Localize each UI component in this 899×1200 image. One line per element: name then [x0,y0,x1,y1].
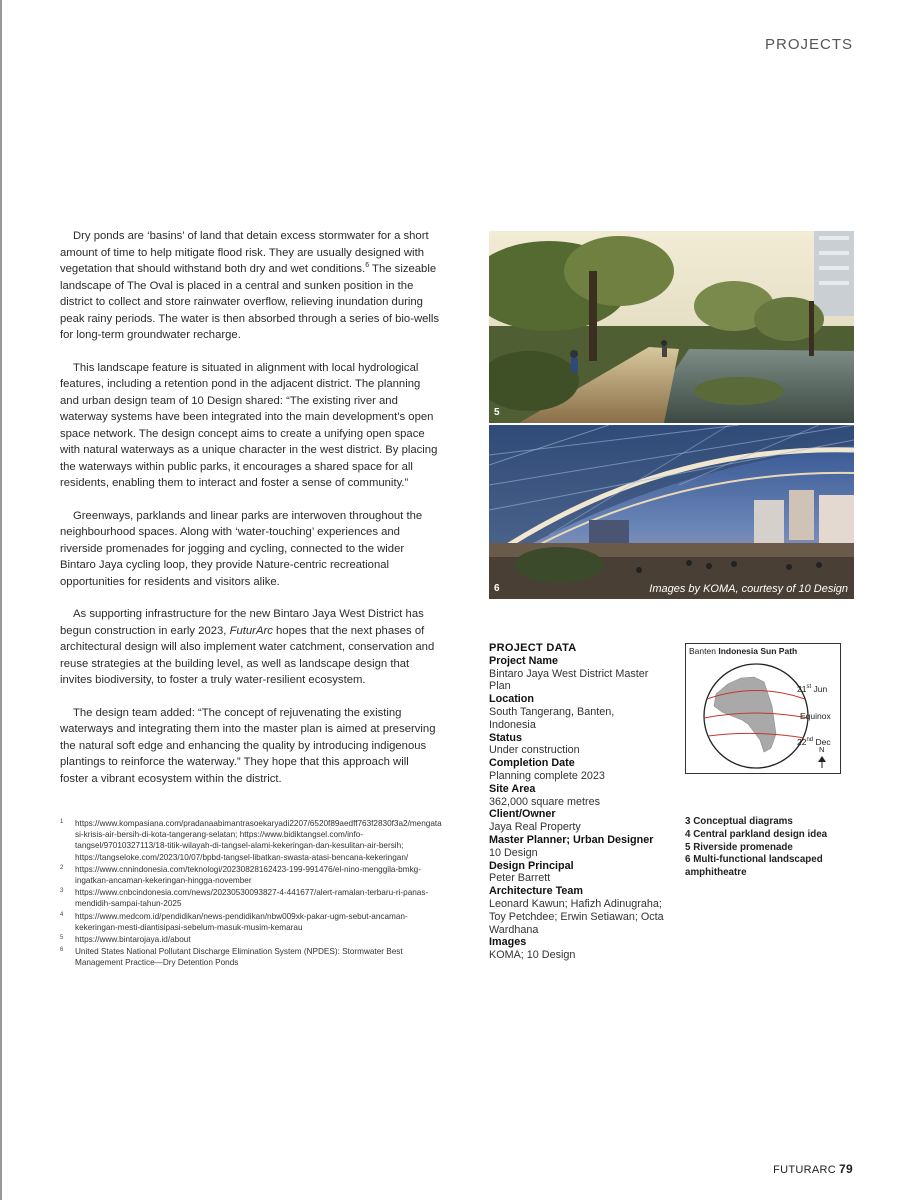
body-paragraph-5: The design team added: “The concept of rejuvenating the existing waterways and integrating them into the master plan is aimed at preserving the natural soft edge and enhancing the quality by introducing indigenous plantings to reinforce the waterway.” They hope that this approach will foster a vibrant ecosystem within the district. [60,706,436,785]
magazine-name: FUTURARC [773,1164,837,1176]
dec-day: 22 [797,737,807,747]
footnote-ref-6: 6 [365,262,370,270]
page-edge-line [0,0,2,1200]
caption-item [685,842,845,855]
caption-item [685,829,845,842]
footnote-number: 1 [60,819,64,825]
footnote-text: https://www.bintarojaya.id/about [75,935,191,945]
master-planner-label: Master Planner; Urban Designer [489,833,654,846]
paragraph-4-text: As supporting infrastructure for the new Bintaro Jaya West District has begun construction in early 2023, [60,608,424,637]
jun-day: 21 [797,684,807,694]
page-number: 79 [839,1162,853,1176]
body-paragraph-2: This landscape feature is situated in alignment with local hydrological features, including a retention pond in the adjacent district. The planning and urban design team of 10 Design shared: “The existing river and waterway systems have been integrated into the main development’s open space network. The design concept aims to create a unifying open space with natural waterways as a unique character in the west district. By placing the waterways within public parks, it encourages a shared space for all residents, enabling them to interact and foster a sense of community.” [60,361,438,489]
article-body [60,228,440,803]
status-label: Status [489,731,522,744]
footnote-number: 4 [60,911,64,918]
footnote-number: 5 [60,935,64,942]
caption-text: Conceptual diagrams [693,816,793,827]
images-value: KOMA; 10 Design [489,949,576,962]
sun-path-graphic [686,644,840,773]
jun-label [797,684,827,694]
location-value: South Tangerang, Banten, Indonesia [489,705,615,731]
paragraph-4-tail: hopes that the next phases of architectural design will also implement water catchment, conservation and reuse strategies at the building level, as well as landscape design that invites biodiversity, to foster a truly water-resilient ecosystem. [60,624,435,686]
riverside-promenade-illustration [489,231,854,423]
sun-path-country: Indonesia [718,646,759,656]
site-area-label: Site Area [489,782,536,795]
images-label: Images [489,936,527,949]
footnote-text: https://www.cnbcindonesia.com/news/20230530093827-4-441677/alert-ramalan-terbaru-ri-panas-mendidih-sampai-tahun-2025 [75,888,429,909]
caption-text: Multi-functional landscaped amphitheatre [685,854,823,879]
amphitheatre-illustration [489,425,854,599]
photo-number: 5 [494,407,500,418]
footnote-item [60,946,442,968]
footnote-number: 6 [60,947,64,954]
footnote-text: https://www.kompasiana.com/pradanaabimantrasoekaryadi2207/6520f89aedff763f2830f3a2/mengatasi-krisis-air-bersih-di-kota-tangerang-selatan; https://www.bidiktangsel.com/info-tangsel/97010327113/18-titik-wilayah-di-tangsel-alami-kekeringan-dan-kesulitan-air-bersih; https://tangseloke.com/2023/10/07/bpbd-tangsel-libatkan-swasta-atasi-bencana-kekeringan/ [75,819,442,862]
magazine-name-italic: FuturArc [229,624,273,637]
paragraph-1-tail: The sizeable landscape of The Oval is placed in a central and sunken position in the district to collect and store rainwater overflow, relieving inundation during peak rainy periods. The water is then absorbed through a series of bio-wells for long-term groundwater recharge. [60,263,440,341]
footnote-text: https://www.medcom.id/pendidikan/news-pendidikan/nbw009xk-pakar-ugm-sebut-ancaman-kekeringan-mesti-diantisipasi-sebelum-masuk-musim-kemarau [75,911,408,932]
dec-label [797,737,831,747]
caption-number: 6 [685,854,691,866]
footnote-text: https://www.cnnindonesia.com/teknologi/20230828162423-199-991476/el-nino-menggila-bmkg-ingatkan-ancaman-kekeringan-hingga-november [75,864,421,886]
body-paragraph-4 [60,606,440,689]
equinox-label: Equinox [800,711,831,721]
site-area-value: 362,000 square metres [489,795,601,808]
footnote-item [60,864,442,886]
sun-path-diagram [685,643,841,774]
caption-number: 4 [685,828,691,840]
north-arrow-icon [818,756,826,762]
client-owner-label: Client/Owner [489,808,556,821]
footnote-text: United States National Pollutant Discharge Elimination System (NPDES): Stormwater Best Management Practice—Dry Detention Ponds [75,947,403,968]
caption-number: 5 [685,841,691,853]
caption-item [685,854,845,880]
architecture-team-label: Architecture Team [489,885,584,898]
jun-month: Jun [811,684,828,694]
footnote-item [60,887,442,909]
footnote-item [60,911,442,933]
photo-number: 6 [494,583,500,594]
caption-item [685,816,845,829]
caption-text: Central parkland design idea [693,828,828,840]
completion-date-value: Planning complete 2023 [489,769,605,782]
body-paragraph-1 [60,228,440,344]
caption-text: Riverside promenade [693,841,793,853]
project-name-label: Project Name [489,654,559,667]
footnote-item [60,934,442,945]
completion-date-label: Completion Date [489,757,575,770]
north-label: N [819,745,825,754]
location-label: Location [489,693,534,706]
design-principal-value: Peter Barrett [489,872,551,885]
project-name-value: Bintaro Jaya West District Master Plan [489,667,649,693]
amphitheatre-photo [489,425,854,599]
photo-credit: Images by KOMA, courtesy of 10 Design [649,583,848,595]
master-planner-value: 10 Design [489,846,538,859]
body-paragraph-3: Greenways, parklands and linear parks are interwoven throughout the neighbourhood spaces. Along with ‘water-touching’ experiences and riverside promenades for jogging and cycling, connected to the wider Bintaro Jaya cycling loop, they provide Nature-centric recreational opportunities for residents and visitors alike. [60,509,423,588]
jun-sup: st [806,684,812,691]
page-footer [773,1162,853,1176]
project-data-title: PROJECT DATA [489,642,577,654]
dec-sup: nd [806,737,814,744]
footnote-number: 3 [60,888,64,895]
dec-month: Dec [813,737,831,747]
footnotes [60,818,442,970]
footnote-item [60,818,442,863]
footnote-number: 2 [60,864,64,871]
sun-path-region: Banten [689,646,716,656]
architecture-team-value: Leonard Kawun; Hafizh Adinugraha; Toy Petchdee; Erwin Setiawan; Octa Wardhana [489,897,664,936]
caption-number: 3 [685,816,691,827]
project-data-panel [489,642,664,962]
sun-path-heading: Sun Path [760,646,798,656]
client-owner-value: Jaya Real Property [489,821,581,834]
paragraph-1-text: Dry ponds are ‘basins’ of land that detain excess stormwater for a short amount of time to help mitigate flood risk. They are usually designed with vegetation that should withstand both dry and wet conditions. [60,230,429,275]
riverside-promenade-photo [489,231,854,423]
status-value: Under construction [489,744,580,757]
section-label: PROJECTS [764,36,853,53]
design-principal-label: Design Principal [489,859,574,872]
figure-captions [685,816,845,880]
